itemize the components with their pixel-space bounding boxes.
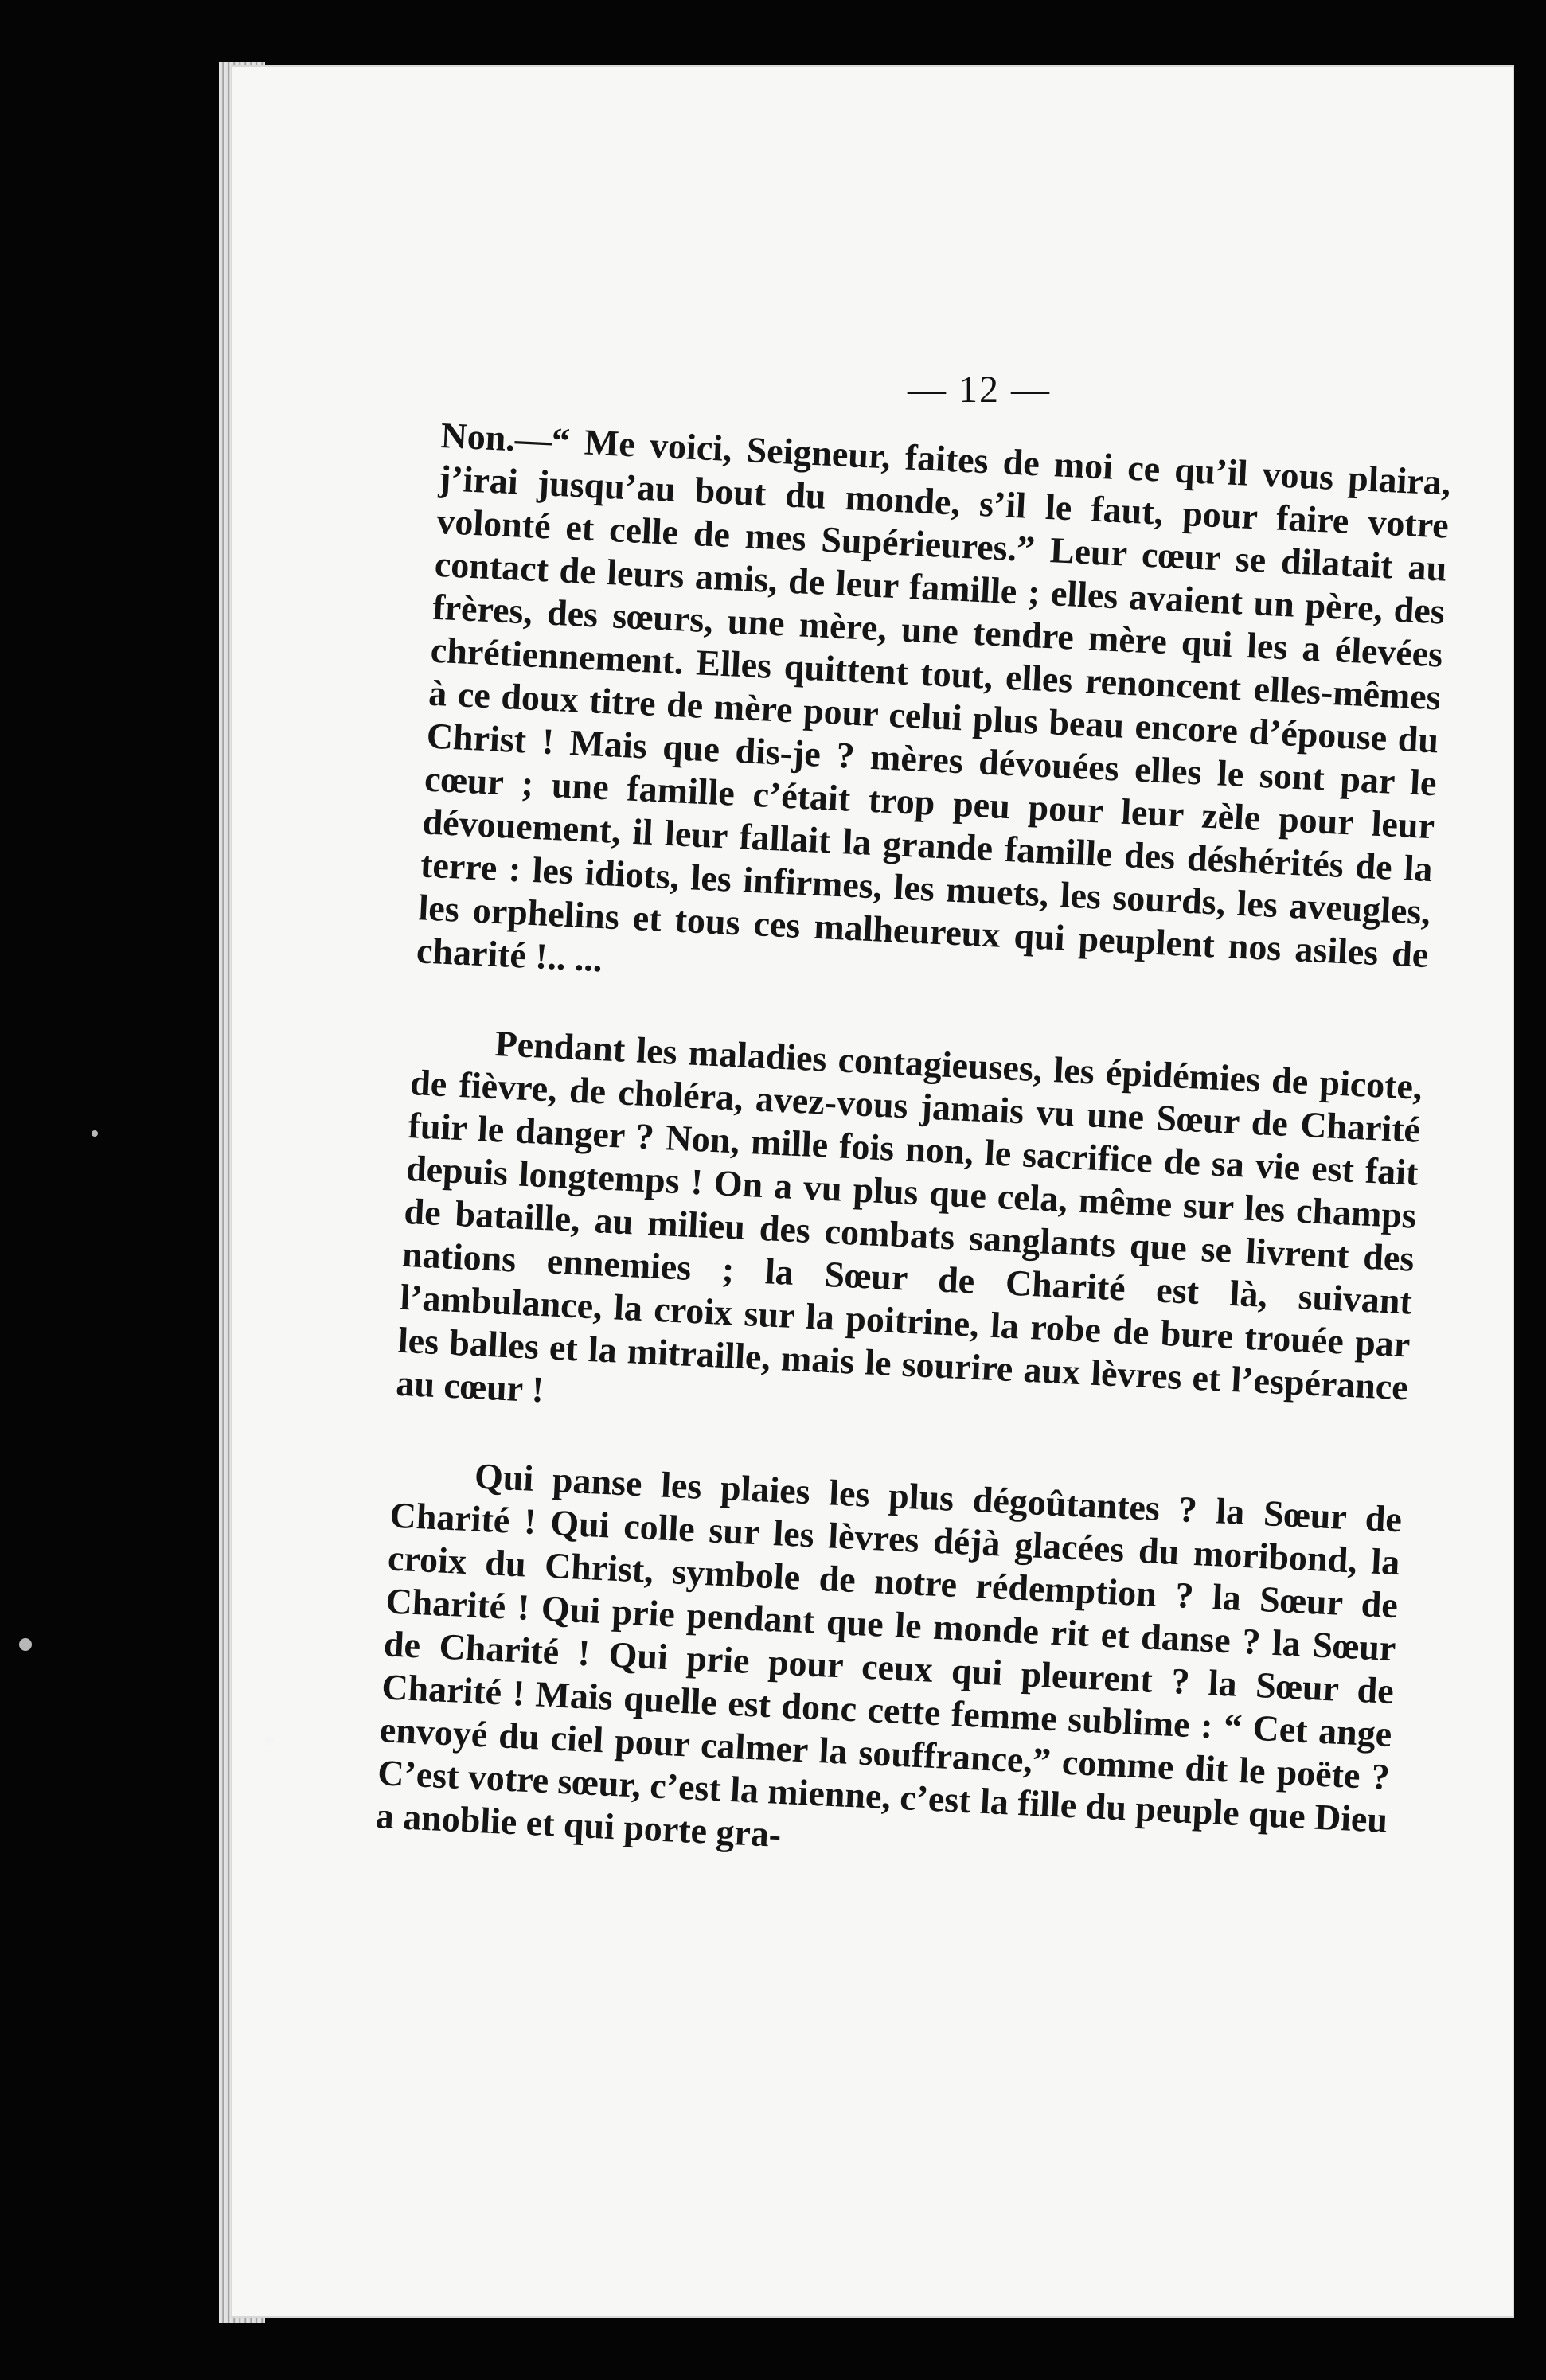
paragraph-1: Non.—“ Me voici, Seigneur, faites de moi ce qu’il vous plaira, j’irai jusqu’au bout du monde, s’il le faut, pour faire votre volonté et celle de mes Supérieures.” Leur cœur se dilatait au contact de leurs amis, de leur famille ; elles avaient un père, des frères, des sœurs, une mère, une tendre mère qui les a élevées chrétiennement. Elles quittent tout, elles renoncent elles-mêmes à ce doux titre de mère pour celui plus beau encore d’épouse du Christ ! Mais que dis-je ? mères dévouées elles le sont par le cœur ; une famille c’était trop peu pour leur zèle pour leur dévouement, il leur fallait la grande famille des déshérités de la terre : les idiots, les infirmes, les muets, les sourds, les aveugles, les orphelins et tous ces malheureux qui peuplent nos asiles de charité !.. ...	[416, 414, 1452, 980]
scan-speck	[92, 1130, 98, 1137]
body-text	[373, 414, 1452, 1931]
paragraph-2: Pendant les maladies contagieuses, les épidémies de picote, de fièvre, de choléra, avez-vous jamais vu une Sœur de Charité fuir le danger ? Non, mille fois non, le sacrifice de sa vie est fait depuis longtemps ! On a vu plus que cela, même sur les champs de bataille, au milieu des combats sanglants que se livrent des nations ennemies ; la Sœur de Charité est là, suivant l’ambulance, la croix sur la poitrine, la robe de bure trouée par les balles et la mitraille, mais le sourire aux lèvres et l’espérance au cœur !	[395, 1023, 1423, 1410]
scan-speck	[19, 1638, 32, 1651]
paragraph-3: Qui panse les plaies les plus dégoûtantes ? la Sœur de Charité ! Qui colle sur les lèvres déjà glacées du moribond, la croix du Christ, symbole de notre rédemption ? la Sœur de Charité ! Qui prie pendant que le monde rit et danse ? la Sœur de Charité ! Qui prie pour ceux qui pleurent ? la Sœur de Charité ! Mais quelle est donc cette femme sublime : “ Cet ange envoyé du ciel pour calmer la souffrance,” comme dit le poëte ? C’est votre sœur, c’est la mienne, c’est la fille du peuple que Dieu a anoblie et qui porte gra-	[374, 1455, 1404, 1855]
scan-speck	[265, 1737, 273, 1745]
page-number: — 12 —	[908, 369, 1051, 411]
